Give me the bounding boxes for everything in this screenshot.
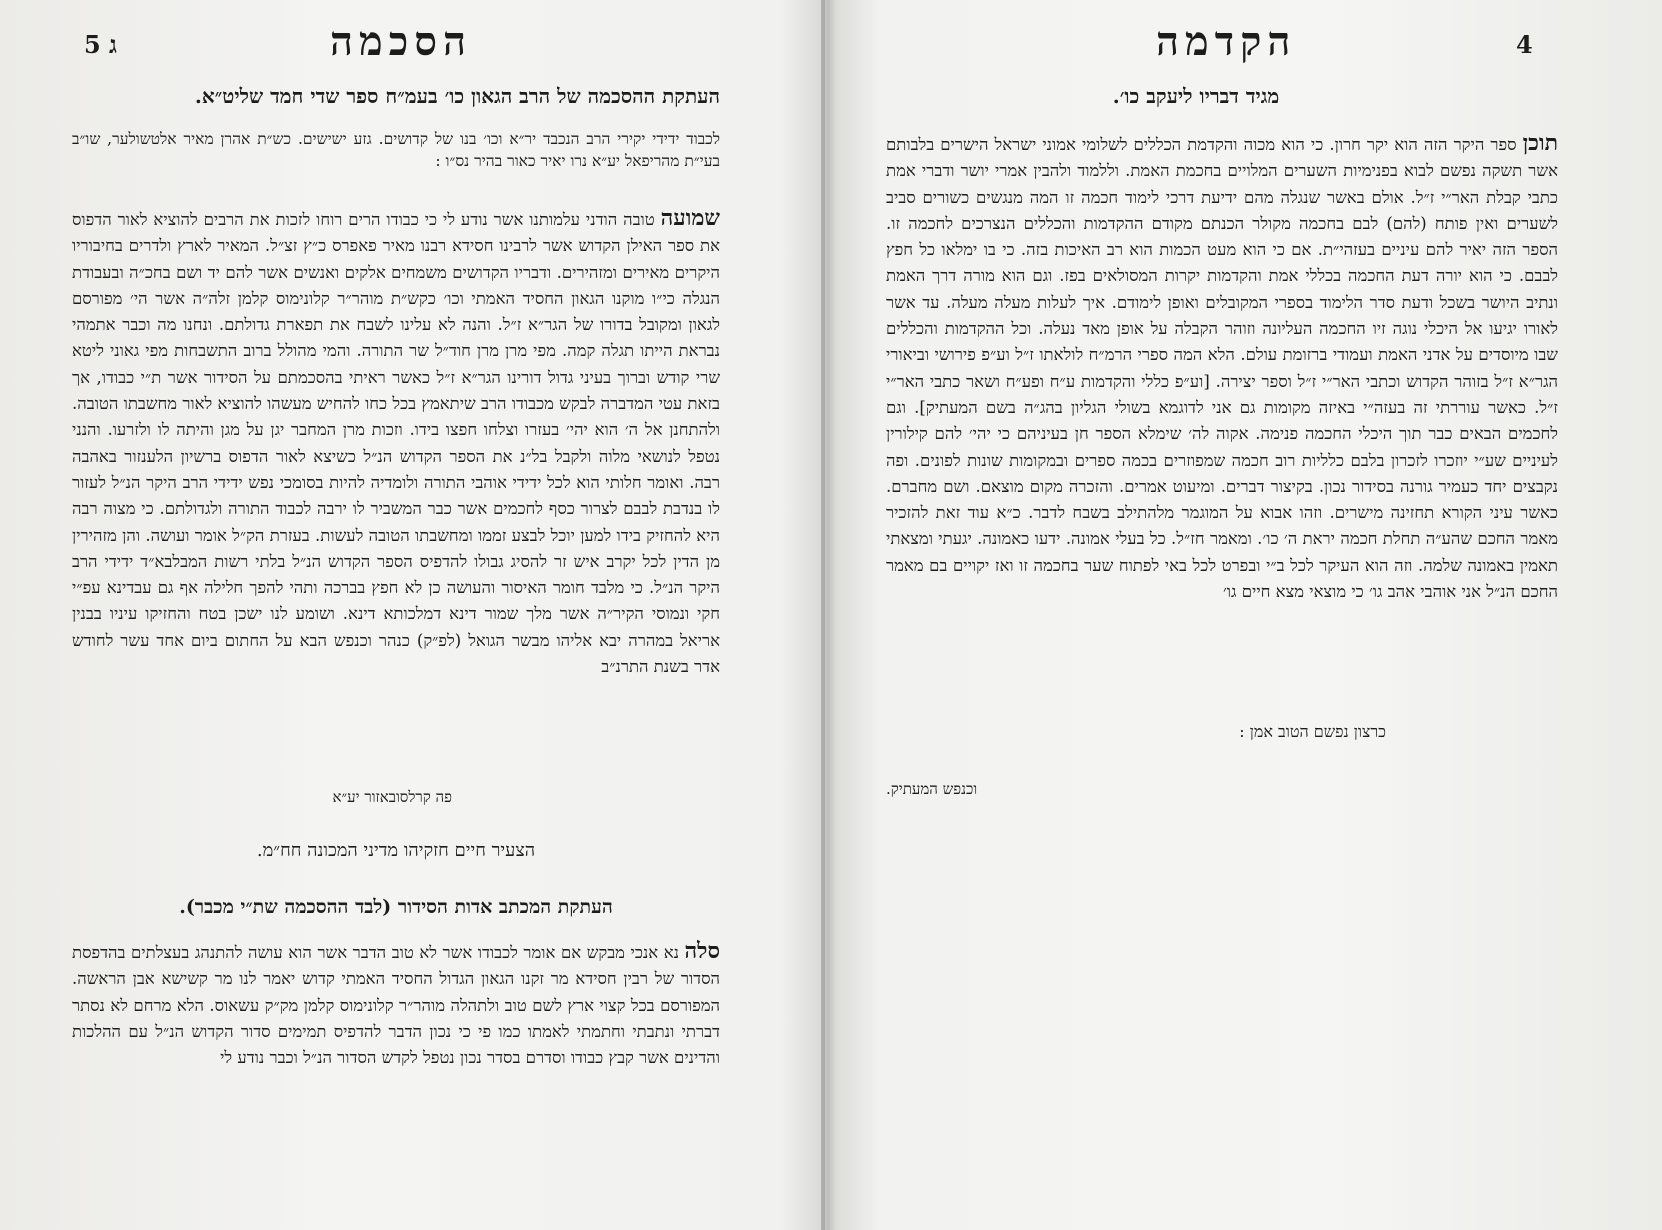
letter-lead-word: שמועה [660, 205, 721, 231]
second-letter [72, 938, 720, 1071]
section-heading: העתקת המכתב אדות הסידור (לבד ההסכמה שת״י מכבר). [179, 896, 613, 918]
intro-closing: כרצון נפשם הטוב אמן : [1239, 722, 1386, 741]
page-number: ג 5 [84, 30, 117, 59]
introduction-subtitle: מגיד דבריו ליעקב כו׳. [1112, 84, 1280, 108]
page-number: 4 [1516, 30, 1533, 59]
address-block: לכבוד ידידי יקירי הרב הנכבד יר״א וכו׳ בנו של קדושים. גזע ישישים. כש״ת אהרן מאיר אלטשולער, שו״ב בעי״ת מהריפאל יע״א נרו יאיר כאור בהיר נס״ו : [72, 130, 720, 170]
introduction-text [886, 130, 1558, 605]
letter2-lead-word: סלה [684, 938, 720, 964]
left-page [0, 0, 822, 1230]
letter-body: טובה הודני עלמותנו אשר נודע לי כי כבודו הרים רוחו לזכות את הרבים להוציא לאור הדפוס את ספר האילן הקדוש אשר לרבינו חסידא רבנו מאיר פאפרס כ״ץ זצ״ל. המאיר לארץ ולדרים בחיבוריו היקרים מאירים ומזהירים. ודבריו הקדושים משמחים אלקים ואנשים אשר להם יד ושם בחכ״ה ובעבודת הנגלה כי״ו מוקנו הגאון החסיד האמתי וכו׳ כקש״ת מוהר״ר קלונימוס קלמן זלה״ה אשר הי׳ מפורסם לגאון ומקובל בדורו של הגר״א ז״ל. והנה לא עלינו לשבח את תפארת גדולתם. ונחנו מה וכבר אתמהי נבראת הייתו תגלה קמה. מפי מרן מרן חוד״ל שר התורה. והמי מהולל ברוב התשבחות מפי גאוני ליטא שרי קודש וברוך בעיני גדול דורינו הגר״א ז״ל כאשר ראיתי בהסכמתם על הסידור אשר ת״י כבודו, אך בזאת עטי המדברה לבקש מכבודו הרב שיתאמץ בכל כחו להחיש מעשהו להוציא לאור מחשבתו הטובה. ולהתחנן אל ה׳ הוא יהי׳ בעזרו וצלחו חפצו בידו. וזכות מרן המחבר יגן על מגן והיתה לו ולזרעו. והנני נטפל לנושאי מלוה ולקבל בל״נ את הספר הקדוש הנ״ל כשיצא לאור הדפוס ברשיון הלענזור באהבה רבה. ואומר חלותי הוא לכל ידידי אוהבי התורה ולומדיה להיות בסומכי נפש ידידי הרב היקר הנ״ל לעזור לו בנדבת לבבם לצרור כסף לחכמים אשר כבר המשביר לו ירבה לכבוד התורה ולגדולתם. כי מצוה רבה היא להחזיק בידו למען יוכל לבצע זממו ומחשבתו הטובה לעשות. בעזרת הק״ל אומר ועושה. והן מזהירין מן הדין לכל יקרב איש זר להסיג גבולו להדפיס הספר הקדוש הנ״ל בלתי רשות המבלבא״ד ידידי הרב היקר הנ״ל. כי מלבד חומר האיסור והעושה כן לא חפץ בברכה ותהי להפך חלילה אף גם עבדינא עפ״י חקי ונמוסי הקיר״ה אשר מלך שמור דינא דמלכותא דינא. ושומע לנו ישכן בטח והחזיקו עיניו בבנין אריאל במהרה יבא אליהו מבשר הגואל (לפ״ק) כנהר וכנפש הבא על החתום ביום אחד עשר לחודש אדר בשנת התרנ״ב [72, 210, 720, 677]
intro-body: ספר היקר הזה הוא יקר חרון. כי הוא מכוה והקדמת הכללים לשלומי אמוני ישראל הישרים בלבותם אשר תשקה נפשם לבוא בפנימיות השערים המלויים בחכמת האמת. וללמוד ולהבין אמרי יושר ודברי אמת כתבי קבלת האר״י ז״ל. אולם באשר שנגלה מהם ידיעת דרכי לימוד חכמה זו המה מנגשים כשורים סביב לשערים ואין פותח (להם) לבם בחכמה מקולר הכנתם מקודם ההקדמות והכללים הנצרכים לחכמה זו. הספר הזה יאיר להם עיניים בעזהי״ת. אם כי הוא מעט הכמות הוא רב האיכות בזה. כי בו ימלאו כל חפץ לבבם. כי הוא יורה דעת החכמה בכללי אמת והקדמות יקרות המסולאים בפז. וגם הוא מורה דרך האמת ונתיב היושר בשכל ודעת סדר הלימוד בספרי המקובלים ואופן לימודם. איך לעלות מעלה מעלה. עד אשר לאורו יגיעו אל היכלי נוגה זיו החכמה העליונה וזוהר הקבלה על אופן מאד נעלה. וכל ההקדמות והכללים שבו מיוסדים על אדני האמת ועמודי ברזומת עולם. הלא המה ספרי הרמ״ח לולאתו ז״ל וע״פ פירושי וביאורי הגר״א ז״ל בזוהר הקדוש וכתבי האר״י ז״ל וספר יצירה. [וע״פ כללי והקדמות ע״ח ופע״ח ושאר כתבי האר״י ז״ל. כאשר עוררתי זה בעזה״י באיזה מקומות גם אני לדוגמא בשולי הגליון בהג״ה בשם המעתיק]. וגם לחכמים הבאים כבר תוך היכלי החכמה פנימה. אקוה לה׳ שימלא הספר חן בעיניהם כי יהי׳ להם קילורין לעיניים שע״י יוזכרו לזכרון בלבם כלליות רוב חכמה שמפוזרים בכמה ספרים ובמקומות שונות לפונים. ופה נקבצים יחד כעמיר גורנה בסידור נכון. בקיצור דברים. ומיעוט אמרים. והזכרה מקום מוצאם. ושם מחברם. כאשר עיני הקורא תחזינה מישרים. וזהו אבוא על המוגמר מלהתילב בשבח לדבר. כ״א עוד זאת להזכיר מאמר החכם שהע״ה תחלת חכמה יראת ה׳ כו׳. ומאמר חז״ל. כל בעלי אמונה. ידעו כאמונה. יגעתי ומצאתי תאמין באמונה שלמה. וזה הוא העיקר לכל ב״י ובפרט לכל באי לפתוח שער בחכמה זו ואז יקויים בם מאמר החכם הנ״ל אני אוהבי אהב גו׳ כי מוצאי מצא חיים גו׳ [886, 135, 1558, 602]
place-line: פה קרלסובאזור יע״א [332, 788, 452, 806]
approbation-subtitle: העתקת ההסכמה של הרב הגאון כו׳ בעמ״ח ספר שדי חמד שליט״א. [194, 84, 720, 108]
page-title: הקדמה [1156, 18, 1297, 65]
approbation-letter [72, 205, 720, 680]
book-spine [821, 0, 825, 1230]
intro-lead-word: תוכן [1522, 130, 1558, 156]
page-title: הסכמה [330, 18, 473, 65]
letter2-body: נא אנכי מבקש אם אומר לכבודו אשר לא טוב הדבר אשר הוא עושה להתנהג בעצלתים בהדפסת הסדור של רבין חסידא מר זקנו הגאון הגדול החסיד האמתי קדוש יאמר לנו מר קשישא אבן הראשה. המפורסם בכל קצוי ארץ לשם טוב ולתהלה מוהר״ר קלונימוס קלמן מק״ק עשאוס. הלא מרחם לא נסתר דברתי ונתבתי וחתמתי לאמתו כמו פי כי נכון הדבר להדפיס תמימים סדור הקדוש הנ״ל עם ההלכות והדינים אשר קבץ כבודו וסדרם בסדר נכון נטפל לקדש הסדור הנ״ל וכבר נודע לי [72, 943, 720, 1068]
right-page [826, 0, 1662, 1230]
signature: וכנפש המעתיק. [886, 780, 978, 798]
signature: הצעיר חיים חזקיהו מדיני המכונה חח״מ. [256, 840, 536, 861]
